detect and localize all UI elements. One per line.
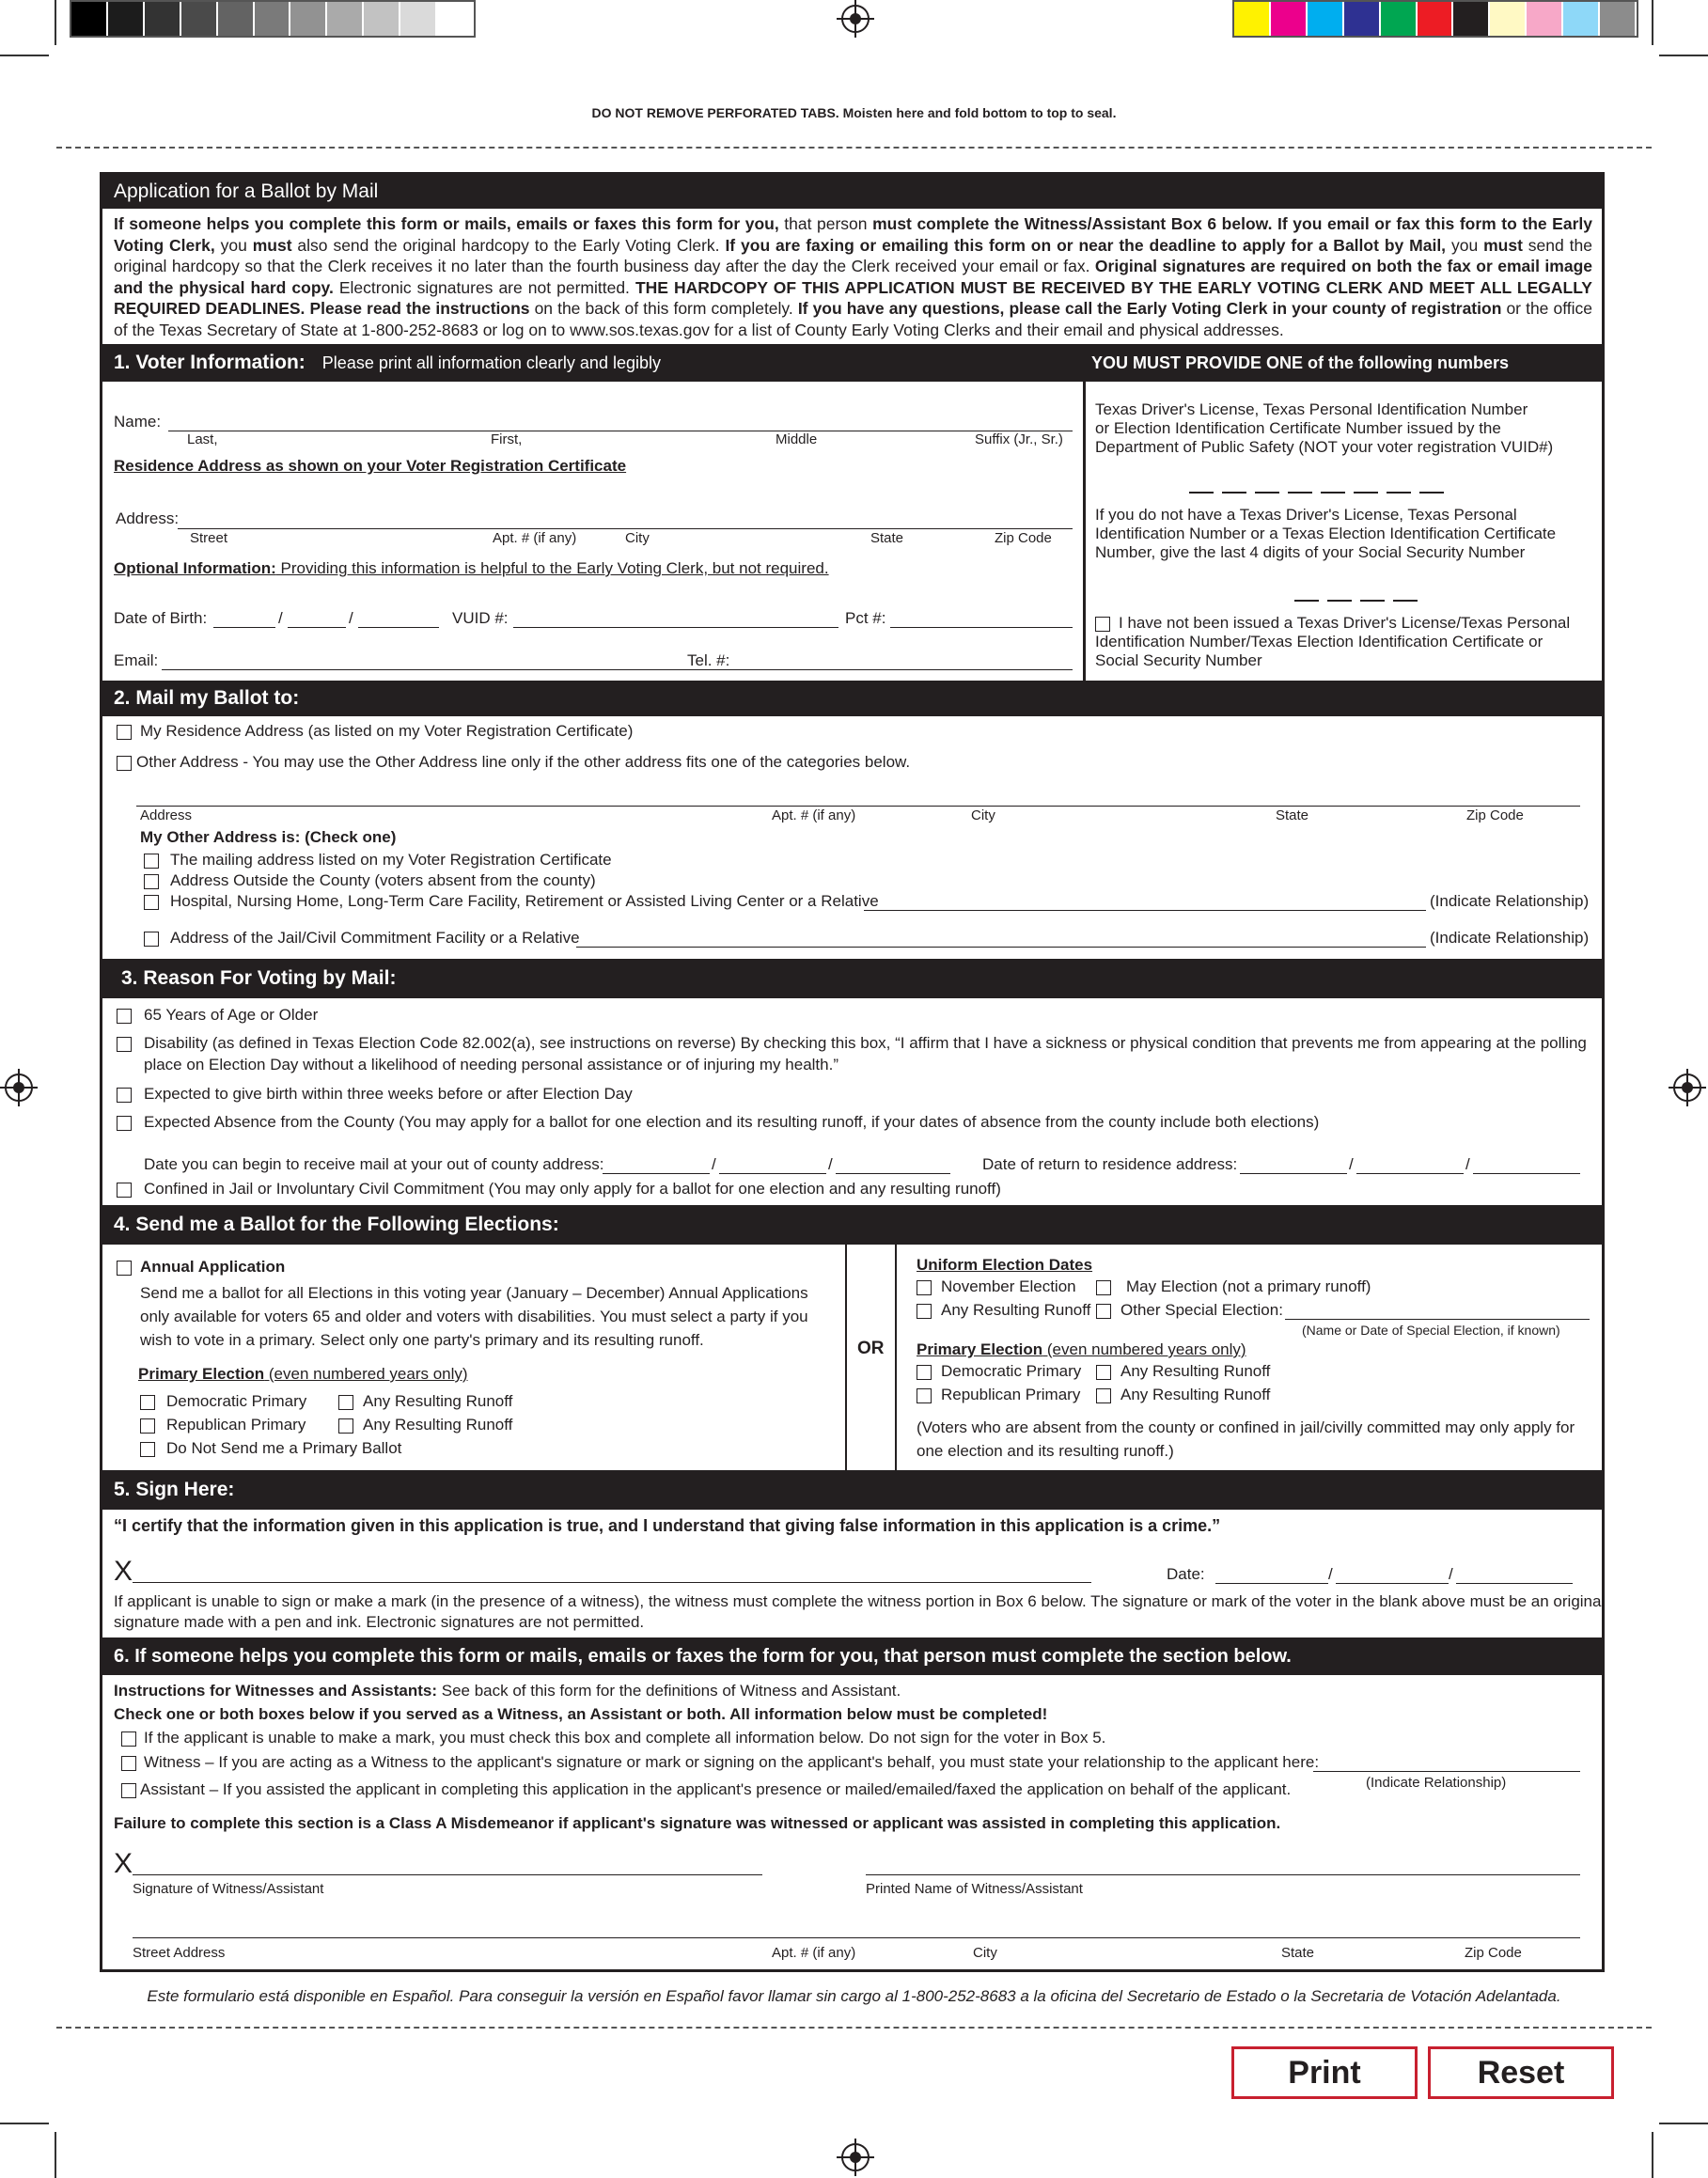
digit-slot [1387, 492, 1411, 494]
sign-date-label: Date: [1167, 1565, 1205, 1583]
any-runoff-checkbox[interactable] [917, 1304, 932, 1319]
jail-facility-option: Address of the Jail/Civil Commitment Facility or a Relative [170, 929, 580, 947]
crop-mark [55, 0, 56, 45]
crop-mark [0, 2123, 49, 2124]
color-swatch [218, 2, 253, 36]
sign-x-mark: X [114, 1556, 133, 1587]
pct-field[interactable] [890, 627, 1073, 628]
digit-slot [1360, 600, 1385, 602]
date-begin-day-field[interactable] [719, 1173, 826, 1174]
witness-signature-field[interactable] [133, 1874, 762, 1875]
date-begin-label: Date you can begin to receive mail at your out of county address: [144, 1155, 604, 1173]
address-field[interactable] [178, 528, 1073, 529]
id-text-line: Number, give the last 4 digits of your Social Security Number [1095, 543, 1526, 561]
name-sub-middle: Middle [776, 431, 818, 447]
annual-rep-runoff-checkbox[interactable] [338, 1418, 353, 1434]
hospital-nursing-option: Hospital, Nursing Home, Long-Term Care Facility, Retirement or Assisted Living Center or a Relative [170, 892, 879, 910]
witness-signature-label: Signature of Witness/Assistant [133, 1881, 324, 1897]
uniform-note-line: (Voters who are absent from the county or confined in jail/civilly committed may only apply for [917, 1418, 1575, 1436]
color-swatch [1600, 2, 1635, 36]
digit-slot [1294, 600, 1319, 602]
uniform-primary-even: (even numbered years only) [1042, 1340, 1246, 1358]
digit-slot [1288, 492, 1312, 494]
other-address-sub-apt: Apt. # (if any) [772, 807, 856, 823]
color-swatch [255, 2, 290, 36]
annual-dem-primary-checkbox[interactable] [140, 1395, 155, 1410]
unable-mark-checkbox[interactable] [121, 1731, 136, 1747]
section-3-title: 3. Reason For Voting by Mail: [121, 967, 397, 989]
id-text-1 [1095, 400, 1553, 457]
other-address-sub-zip: Zip Code [1466, 807, 1524, 823]
print-button[interactable]: Print [1231, 2046, 1418, 2099]
section-4-divider-left [845, 1245, 847, 1470]
annual-application-label: Annual Application [140, 1258, 286, 1276]
section-1-header [102, 344, 1602, 382]
name-sub-last: Last, [187, 431, 218, 447]
perforation-note: DO NOT REMOVE PERFORATED TABS. Moisten here and fold bottom to top to seal. [591, 105, 1117, 120]
witness-instructions-text: See back of this form for the definitions of Witness and Assistant. [437, 1682, 901, 1700]
color-swatch [181, 2, 216, 36]
tel-field[interactable] [754, 669, 1073, 670]
color-swatch [290, 2, 325, 36]
sign-date-day-field[interactable] [1336, 1583, 1449, 1584]
dob-month-field[interactable] [213, 627, 275, 628]
absence-checkbox[interactable] [117, 1116, 132, 1131]
digit-slot [1419, 492, 1444, 494]
uniform-dem-primary-label: Democratic Primary [941, 1362, 1082, 1380]
may-election-label: May Election (not a primary runoff) [1126, 1277, 1371, 1295]
color-swatch [364, 2, 399, 36]
primary-election-even: (even numbered years only) [264, 1365, 468, 1383]
other-special-election-checkbox[interactable] [1096, 1304, 1111, 1319]
intro-text: you [214, 235, 253, 255]
age-65-option: 65 Years of Age or Older [144, 1006, 319, 1024]
witness-printed-name-label: Printed Name of Witness/Assistant [866, 1881, 1083, 1897]
digit-slot [1255, 492, 1279, 494]
date-begin-year-field[interactable] [836, 1173, 950, 1174]
spanish-availability-note: Este formulario está disponible en Español. Para conseguir la versión en Español favor llamar sin cargo al 1-800-252-8683 a la oficina del Secretario de Estado o la Secretaria de Votación Adelantada. [147, 1987, 1561, 2005]
primary-election-bold: Primary Election [138, 1365, 265, 1383]
id-text-line: If you do not have a Texas Driver's License, Texas Personal [1095, 506, 1517, 524]
november-election-label: November Election [941, 1277, 1076, 1295]
email-label: Email: [114, 651, 159, 669]
other-address-category-label: My Other Address is: (Check one) [140, 828, 397, 846]
jail-relationship-field[interactable] [576, 947, 1426, 948]
name-sub-suffix: Suffix (Jr., Sr.) [975, 431, 1063, 447]
intro-text: Electronic signatures are not permitted. [333, 277, 635, 297]
no-primary-checkbox[interactable] [140, 1442, 155, 1457]
disability-option-line2: place on Election Day without a likelihood of needing personal assistance or of injuring my health.” [144, 1056, 838, 1073]
witness-printed-name-field[interactable] [866, 1874, 1580, 1875]
section-3-header [102, 959, 1602, 998]
intro-text: Original signatures are required on both the fax or email image and the physical hard copy. [114, 257, 1592, 297]
date-begin-month-field[interactable] [603, 1173, 710, 1174]
section-2-header [102, 681, 1602, 716]
or-label: OR [857, 1339, 885, 1358]
other-address-checkbox[interactable] [117, 756, 132, 771]
pct-label: Pct #: [845, 609, 886, 627]
process-color-bar [1232, 0, 1638, 38]
special-election-sub: (Name or Date of Special Election, if known) [1302, 1323, 1560, 1338]
date-return-month-field[interactable] [1240, 1173, 1347, 1174]
digit-slot [1327, 600, 1352, 602]
jail-confined-option: Confined in Jail or Involuntary Civil Commitment (You may only apply for a ballot for one election and any resulting runoff) [144, 1180, 1001, 1198]
witness-instructions [114, 1682, 901, 1700]
any-runoff-label: Any Resulting Runoff [941, 1301, 1091, 1319]
witness-address-sub-zip: Zip Code [1465, 1945, 1522, 1961]
annual-rep-runoff-label: Any Resulting Runoff [363, 1416, 513, 1434]
annual-dem-primary-label: Democratic Primary [166, 1392, 307, 1410]
uniform-rep-runoff-checkbox[interactable] [1096, 1388, 1111, 1403]
uniform-dem-runoff-label: Any Resulting Runoff [1120, 1362, 1271, 1380]
mailing-address-checkbox[interactable] [144, 854, 159, 869]
vuid-field[interactable] [513, 627, 838, 628]
id-text-line: Department of Public Safety (NOT your voter registration VUID#) [1095, 438, 1554, 456]
id-numbers-header: YOU MUST PROVIDE ONE of the following numbers [1091, 353, 1510, 372]
optional-info-note [114, 559, 829, 578]
color-swatch [1344, 2, 1379, 36]
registration-mark-icon [1673, 1073, 1701, 1102]
color-swatch [1381, 2, 1416, 36]
optional-info-text: Providing this information is helpful to the Early Voting Clerk, but not required. [275, 559, 829, 577]
section-1-divider [1083, 382, 1086, 681]
mailing-address-option: The mailing address listed on my Voter Registration Certificate [170, 851, 612, 869]
annual-application-text [140, 1281, 808, 1352]
sign-date-month-field[interactable] [1215, 1583, 1328, 1584]
november-election-checkbox[interactable] [917, 1280, 932, 1295]
address-sub-state: State [870, 530, 904, 546]
dob-slash: / [278, 609, 283, 627]
color-swatch [327, 2, 362, 36]
id-text-line: Texas Driver's License, Texas Personal Identification Number [1095, 400, 1528, 418]
crop-mark [1652, 0, 1653, 45]
dob-slash: / [349, 609, 353, 627]
outside-county-checkbox[interactable] [144, 874, 159, 889]
crop-mark [1652, 2132, 1653, 2178]
annual-text-line: only available for voters 65 and older and voters with disabilities. You must select a party if you [140, 1308, 808, 1325]
registration-mark-icon [5, 1073, 33, 1102]
witness-address-field[interactable] [133, 1937, 1580, 1938]
hospital-relationship-field[interactable] [864, 910, 1426, 911]
uniform-note-line: one election and its resulting runoff.) [917, 1442, 1174, 1460]
uniform-primary-bold: Primary Election [917, 1340, 1043, 1358]
section-6-header [102, 1637, 1602, 1675]
indicate-relationship-label: (Indicate Relationship) [1430, 929, 1590, 947]
intro-text: also send the original hardcopy to the Early Voting Clerk. [291, 235, 726, 255]
failure-note: Failure to complete this section is a Class A Misdemeanor if applicant's signature was witnessed or applicant was assisted in completing this application. [114, 1814, 1281, 1832]
age-65-checkbox[interactable] [117, 1009, 132, 1024]
uniform-dem-runoff-checkbox[interactable] [1096, 1365, 1111, 1380]
dob-label: Date of Birth: [114, 609, 208, 627]
witness-relationship-field[interactable] [1313, 1771, 1580, 1772]
residence-address-heading: Residence Address as shown on your Voter Registration Certificate [114, 457, 627, 475]
absence-option: Expected Absence from the County (You may apply for a ballot for one election and its resulting runoff, if your dates of absence from the county include both elections) [144, 1113, 1320, 1131]
certify-statement: “I certify that the information given in this application is true, and I understand that giving false information in this application is a crime.” [114, 1516, 1221, 1535]
section-4-header [102, 1205, 1602, 1245]
registration-mark-icon [841, 5, 870, 33]
color-swatch [1527, 2, 1561, 36]
witness-checkbox[interactable] [121, 1756, 136, 1771]
intro-text: that person [778, 214, 873, 233]
color-swatch [1234, 2, 1269, 36]
section-6-title: 6. If someone helps you complete this form or mails, emails or faxes the form for you, that person must complete the section below. [114, 1645, 1292, 1667]
outside-county-option: Address Outside the County (voters absent from the county) [170, 871, 596, 889]
name-label: Name: [114, 413, 162, 431]
tel-label: Tel. #: [687, 651, 730, 669]
digit-slot [1393, 600, 1418, 602]
primary-election-label [138, 1365, 468, 1384]
vuid-label: VUID #: [452, 609, 509, 627]
jail-confined-checkbox[interactable] [117, 1183, 132, 1198]
sign-note-line2: signature made with a pen and ink. Electronic signatures are not permitted. [114, 1613, 645, 1631]
annual-dem-runoff-checkbox[interactable] [338, 1395, 353, 1410]
date-return-day-field[interactable] [1356, 1173, 1464, 1174]
other-address-sub-city: City [971, 807, 995, 823]
annual-rep-primary-checkbox[interactable] [140, 1418, 155, 1434]
color-swatch [1490, 2, 1525, 36]
annual-rep-primary-label: Republican Primary [166, 1416, 306, 1434]
crop-mark [0, 55, 49, 56]
uniform-rep-primary-label: Republican Primary [941, 1386, 1081, 1403]
color-swatch [1271, 2, 1306, 36]
address-sub-zip: Zip Code [995, 530, 1052, 546]
indicate-relationship-label: (Indicate Relationship) [1430, 892, 1590, 910]
intro-text: you [1446, 235, 1484, 255]
hospital-nursing-checkbox[interactable] [144, 895, 159, 910]
registration-mark-icon [841, 2143, 870, 2171]
no-primary-label: Do Not Send me a Primary Ballot [166, 1439, 402, 1457]
birth-checkbox[interactable] [117, 1088, 132, 1103]
section-1-subtitle: Please print all information clearly and legibly [321, 353, 661, 372]
intro-text: send the original hardcopy so that the Clerk receives it no later than the fourth business day after the day the Clerk received your email or fax. [114, 235, 1592, 275]
color-swatch [108, 2, 143, 36]
crop-mark [1659, 2123, 1708, 2124]
witness-address-sub-state: State [1281, 1945, 1315, 1961]
color-swatch [1453, 2, 1488, 36]
color-swatch [71, 2, 106, 36]
jail-facility-checkbox[interactable] [144, 932, 159, 947]
id-text-line: Identification Number/Texas Election Identification Certificate or [1095, 633, 1543, 650]
disability-checkbox[interactable] [117, 1037, 132, 1052]
grayscale-color-bar [70, 0, 476, 38]
address-sub-city: City [625, 530, 650, 546]
section-4-title: 4. Send me a Ballot for the Following Elections: [114, 1214, 559, 1235]
witness-instructions-bold: Instructions for Witnesses and Assistants: [114, 1682, 438, 1700]
name-sub-first: First, [491, 431, 523, 447]
perforation-line-bottom [56, 2027, 1652, 2029]
date-return-label: Date of return to residence address: [982, 1155, 1238, 1173]
address-label: Address: [116, 509, 180, 527]
witness-option: Witness – If you are acting as a Witness to the applicant's signature or mark or signing on the applicant's behalf, you must state your relationship to the applicant here: [144, 1753, 1320, 1771]
witness-indicate-relationship: (Indicate Relationship) [1366, 1775, 1507, 1791]
intro-text: on the back of this form completely. [529, 299, 798, 318]
other-address-sub-state: State [1276, 807, 1309, 823]
residence-address-checkbox[interactable] [117, 725, 132, 740]
witness-check-note: Check one or both boxes below if you served as a Witness, an Assistant or both. All information below must be completed! [114, 1705, 1048, 1723]
ssn-last-4-field[interactable] [1294, 600, 1422, 603]
uniform-primary-label [917, 1340, 1246, 1359]
witness-x-mark: X [114, 1848, 133, 1879]
uniform-election-dates-label: Uniform Election Dates [917, 1256, 1093, 1274]
id-text-line: Identification Number or a Texas Election Identification Certificate [1095, 525, 1557, 542]
uniform-rep-primary-checkbox[interactable] [917, 1388, 932, 1403]
email-field[interactable] [162, 669, 756, 670]
intro-text: must [252, 235, 292, 255]
unable-mark-option: If the applicant is unable to make a mark, you must check this box and complete all information below. Do not sign for the voter in Box 5. [144, 1729, 1106, 1747]
annual-text-line: Send me a ballot for all Elections in this voting year (January – December) Annual Applications [140, 1284, 808, 1302]
crop-mark [55, 2132, 56, 2178]
color-swatch [400, 2, 435, 36]
date-return-year-field[interactable] [1473, 1173, 1580, 1174]
date-slash: / [1449, 1565, 1453, 1583]
may-election-checkbox[interactable] [1096, 1280, 1111, 1295]
uniform-rep-runoff-label: Any Resulting Runoff [1120, 1386, 1271, 1403]
witness-address-sub-street: Street Address [133, 1945, 226, 1961]
id-text-3 [1095, 614, 1570, 670]
intro-text: or the office of the Texas Secretary of State at 1-800-252-8683 or log on to www.sos.texas.gov for a list of County Early Voting Clerks and their email and physical addresses. [114, 299, 1592, 339]
section-2-title: 2. Mail my Ballot to: [114, 687, 300, 709]
intro-paragraph [114, 213, 1592, 340]
date-slash: / [1328, 1565, 1333, 1583]
intro-text: If you have any questions, please call the Early Voting Clerk in your county of registration [797, 299, 1502, 318]
color-swatch [1418, 2, 1452, 36]
assistant-option: Assistant – If you assisted the applicant in completing this application in the applicant's presence or mailed/emailed/faxed the application on behalf of the applicant. [140, 1780, 1292, 1798]
drivers-license-number-field[interactable] [1189, 492, 1443, 495]
date-slash: / [712, 1155, 716, 1173]
other-address-option: Other Address - You may use the Other Address line only if the other address fits one of the categories below. [136, 753, 911, 771]
residence-address-option: My Residence Address (as listed on my Voter Registration Certificate) [140, 722, 634, 740]
uniform-note [917, 1416, 1575, 1463]
reset-button[interactable]: Reset [1428, 2046, 1614, 2099]
section-4-divider-right [895, 1245, 897, 1470]
annual-text-line: wish to vote in a primary. Select only one party's primary and its resulting runoff. [140, 1331, 704, 1349]
date-slash: / [1465, 1155, 1470, 1173]
other-address-sub-address: Address [140, 807, 193, 823]
date-slash: / [1349, 1155, 1354, 1173]
annual-dem-runoff-label: Any Resulting Runoff [363, 1392, 513, 1410]
digit-slot [1222, 492, 1246, 494]
form-title [102, 175, 1602, 209]
address-sub-apt: Apt. # (if any) [493, 530, 577, 546]
section-5-header [102, 1470, 1602, 1510]
color-swatch [1308, 2, 1342, 36]
dob-day-field[interactable] [288, 627, 346, 628]
date-slash: / [828, 1155, 833, 1173]
other-special-election-field[interactable] [1285, 1319, 1590, 1320]
id-text-line: or Election Identification Certificate Number issued by the [1095, 419, 1501, 437]
intro-text: If you are faxing or emailing this form on or near the deadline to apply for a Ballot by Mail, [725, 235, 1447, 255]
section-1-title: 1. Voter Information: [114, 352, 306, 373]
optional-info-bold: Optional Information: [114, 559, 276, 577]
sign-note-line1: If applicant is unable to sign or make a mark (in the presence of a witness), the witness must complete the witness portion in Box 6 below. The signature or mark of the voter in the blank above must be an original [114, 1592, 1606, 1610]
intro-text: If someone helps you complete this form or mails, emails or faxes this form for you, [114, 214, 779, 233]
witness-address-sub-city: City [973, 1945, 997, 1961]
annual-application-checkbox[interactable] [117, 1261, 132, 1276]
witness-address-sub-apt: Apt. # (if any) [772, 1945, 856, 1961]
address-sub-street: Street [190, 530, 228, 546]
assistant-checkbox[interactable] [121, 1783, 136, 1798]
form-title-text: Application for a Ballot by Mail [114, 180, 379, 202]
crop-mark [1659, 55, 1708, 56]
disability-option-line1: Disability (as defined in Texas Election Code 82.002(a), see instructions on reverse) By checking this box, “I affirm that I have a sickness or physical condition that prevents me from appearing at the polling [144, 1034, 1587, 1052]
other-address-field[interactable] [136, 806, 1580, 807]
id-text-line: Social Security Number [1095, 651, 1262, 669]
id-text-line: I have not been issued a Texas Driver's License/Texas Personal [1119, 614, 1571, 632]
intro-text: THE HARDCOPY OF THIS APPLICATION MUST BE RECEIVED BY THE EARLY VOTING CLERK AND MEET ALL LEGALLY REQUIRED DEADLINES. Please read the instructions [114, 277, 1592, 318]
color-swatch [437, 2, 472, 36]
applicant-signature-field[interactable] [133, 1582, 1091, 1583]
perforation-line-top [56, 147, 1652, 149]
birth-option: Expected to give birth within three weeks before or after Election Day [144, 1085, 633, 1103]
color-swatch [1563, 2, 1598, 36]
color-swatch [145, 2, 180, 36]
sign-date-year-field[interactable] [1456, 1583, 1573, 1584]
id-text-2 [1095, 506, 1556, 562]
uniform-dem-primary-checkbox[interactable] [917, 1365, 932, 1380]
other-special-election-label: Other Special Election: [1120, 1301, 1283, 1319]
section-5-title: 5. Sign Here: [114, 1479, 235, 1500]
intro-text: must complete the Witness/Assistant Box 6 below. If you email or fax this form to the Early Voting Clerk, [114, 214, 1592, 255]
digit-slot [1354, 492, 1378, 494]
digit-slot [1321, 492, 1345, 494]
ballot-application-form [100, 172, 1605, 1972]
dob-year-field[interactable] [358, 627, 439, 628]
intro-text: must [1483, 235, 1523, 255]
digit-slot [1189, 492, 1214, 494]
